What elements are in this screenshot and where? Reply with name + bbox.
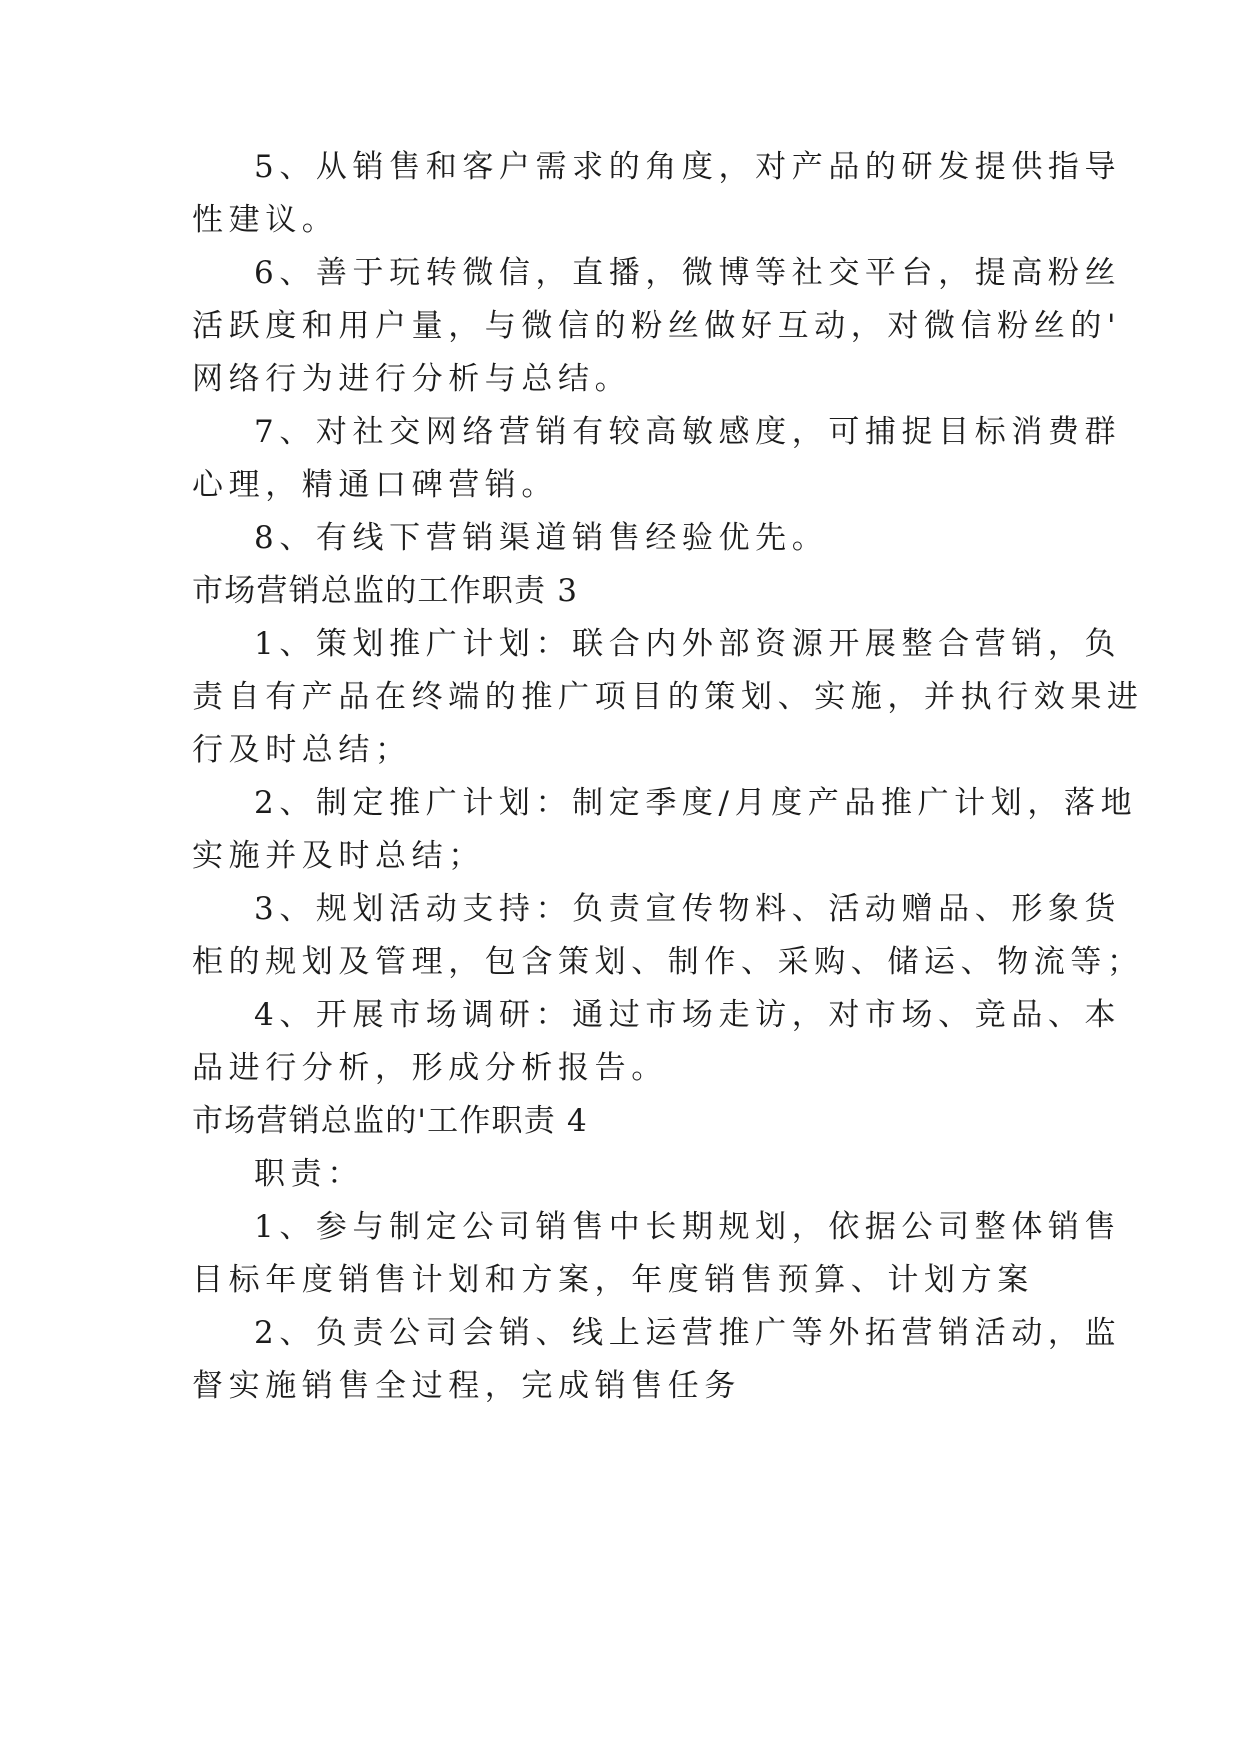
paragraph-6-line-2: 活跃度和用户量，与微信的粉丝做好互动，对微信粉丝的' — [192, 308, 1122, 344]
paragraph-5-line-2: 性建议。 — [192, 202, 339, 238]
section4-item-2-line-1: 2、负责公司会销、线上运营推广等外拓营销活动，监 — [254, 1315, 1122, 1351]
responsibilities-label: 职责： — [254, 1156, 364, 1192]
section-heading-4: 市场营销总监的'工作职责 4 — [192, 1103, 588, 1139]
section3-item-3-line-1: 3、规划活动支持：负责宣传物料、活动赠品、形象货 — [254, 891, 1122, 927]
paragraph-8-line-1: 8、有线下营销渠道销售经验优先。 — [254, 520, 829, 556]
paragraph-7-line-1: 7、对社交网络营销有较高敏感度，可捕捉目标消费群 — [254, 414, 1122, 450]
paragraph-6-line-3: 网络行为进行分析与总结。 — [192, 361, 632, 397]
section3-item-3-line-2: 柜的规划及管理，包含策划、制作、采购、储运、物流等； — [192, 944, 1144, 980]
paragraph-7-line-2: 心理，精通口碑营销。 — [192, 467, 558, 503]
section-heading-3: 市场营销总监的工作职责 3 — [192, 573, 579, 609]
section3-item-2-line-1: 2、制定推广计划：制定季度/月度产品推广计划，落地 — [254, 785, 1138, 821]
section3-item-4-line-1: 4、开展市场调研：通过市场走访，对市场、竞品、本 — [254, 997, 1122, 1033]
section4-item-1-line-1: 1、参与制定公司销售中长期规划，依据公司整体销售 — [254, 1209, 1122, 1245]
section3-item-4-line-2: 品进行分析，形成分析报告。 — [192, 1050, 668, 1086]
section4-item-2-line-2: 督实施销售全过程，完成销售任务 — [192, 1368, 741, 1404]
section3-item-2-line-2: 实施并及时总结； — [192, 838, 485, 874]
section3-item-1-line-1: 1、策划推广计划：联合内外部资源开展整合营销，负 — [254, 626, 1122, 662]
paragraph-5-line-1: 5、从销售和客户需求的角度，对产品的研发提供指导 — [254, 149, 1122, 185]
section3-item-1-line-3: 行及时总结； — [192, 732, 412, 768]
section4-item-1-line-2: 目标年度销售计划和方案，年度销售预算、计划方案 — [192, 1262, 1034, 1298]
paragraph-6-line-1: 6、善于玩转微信，直播，微博等社交平台，提高粉丝 — [254, 255, 1122, 291]
section3-item-1-line-2: 责自有产品在终端的推广项目的策划、实施，并执行效果进 — [192, 679, 1144, 715]
